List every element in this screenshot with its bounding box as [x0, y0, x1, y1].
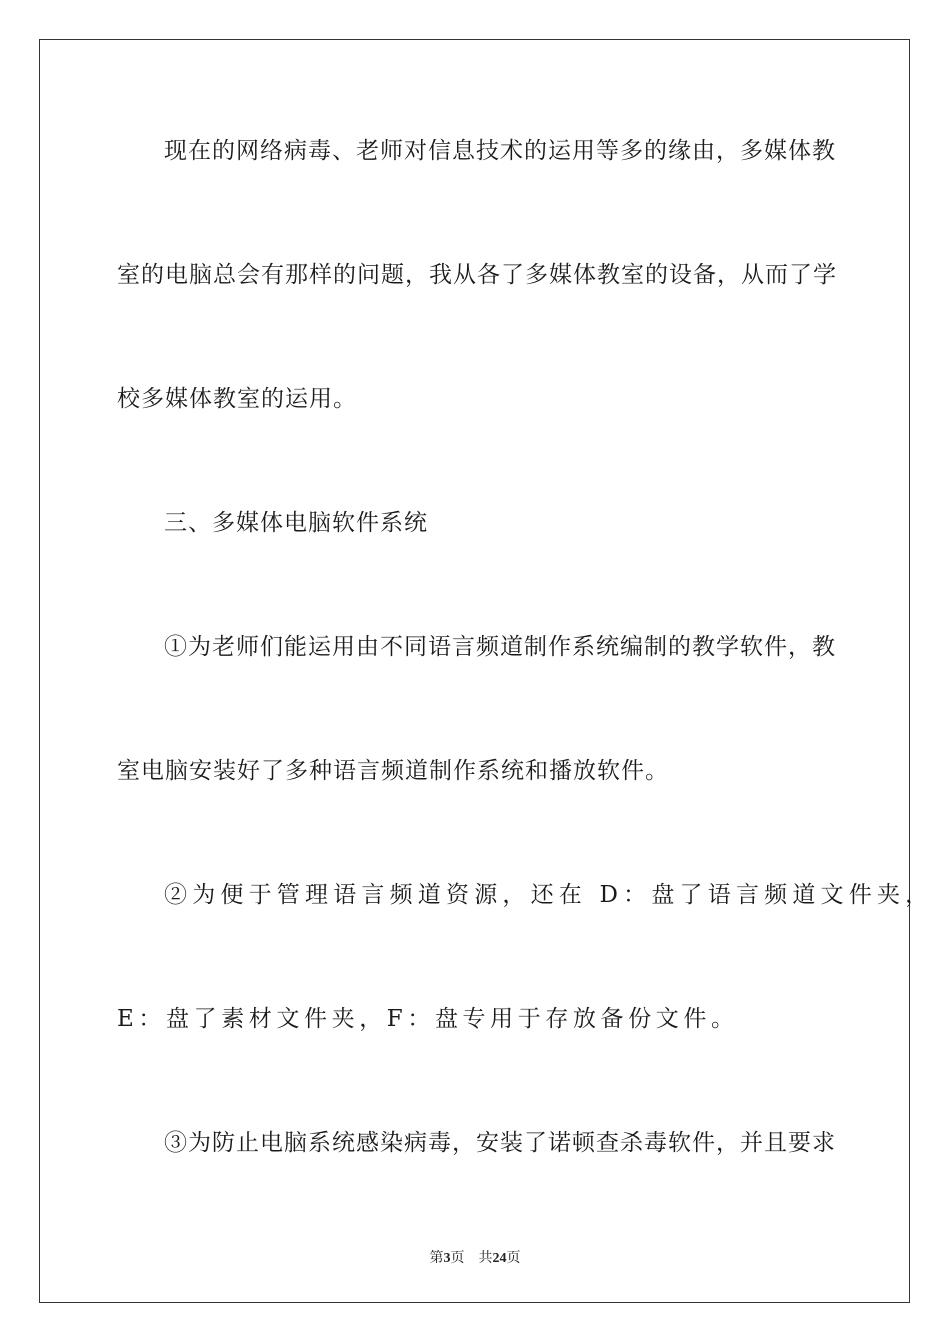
paragraph-line-1: 现在的网络病毒、老师对信息技术的运用等多的缘由，多媒体教: [164, 138, 836, 164]
footer-page-prefix: 第: [429, 1251, 444, 1266]
paragraph-line-7: ②为便于管理语言频道资源，还在 D：盘了语言频道文件夹，: [164, 882, 934, 908]
paragraph-line-9: ③为防止电脑系统感染病毒，安装了诺顿查杀毒软件，并且要求: [164, 1130, 836, 1156]
page-border: [39, 39, 910, 1303]
paragraph-line-5: ①为老师们能运用由不同语言频道制作系统编制的教学软件，教: [164, 634, 836, 660]
paragraph-line-3: 校多媒体教室的运用。: [117, 386, 357, 412]
paragraph-line-8: E：盘了素材文件夹，F：盘专用于存放备份文件。: [117, 1006, 739, 1032]
page-footer: [0, 1247, 950, 1267]
footer-total-suffix: 页: [506, 1251, 521, 1266]
footer-total-prefix: 共: [478, 1251, 493, 1266]
footer-page-suffix: 页: [450, 1251, 465, 1266]
footer-page-current: 3: [443, 1251, 451, 1266]
paragraph-line-2: 室的电脑总会有那样的问题，我从各了多媒体教室的设备，从而了学: [117, 262, 837, 288]
paragraph-line-6: 室电脑安装好了多种语言频道制作系统和播放软件。: [117, 758, 669, 784]
footer-page-total: 24: [492, 1251, 507, 1266]
section-heading: 三、多媒体电脑软件系统: [164, 510, 428, 536]
